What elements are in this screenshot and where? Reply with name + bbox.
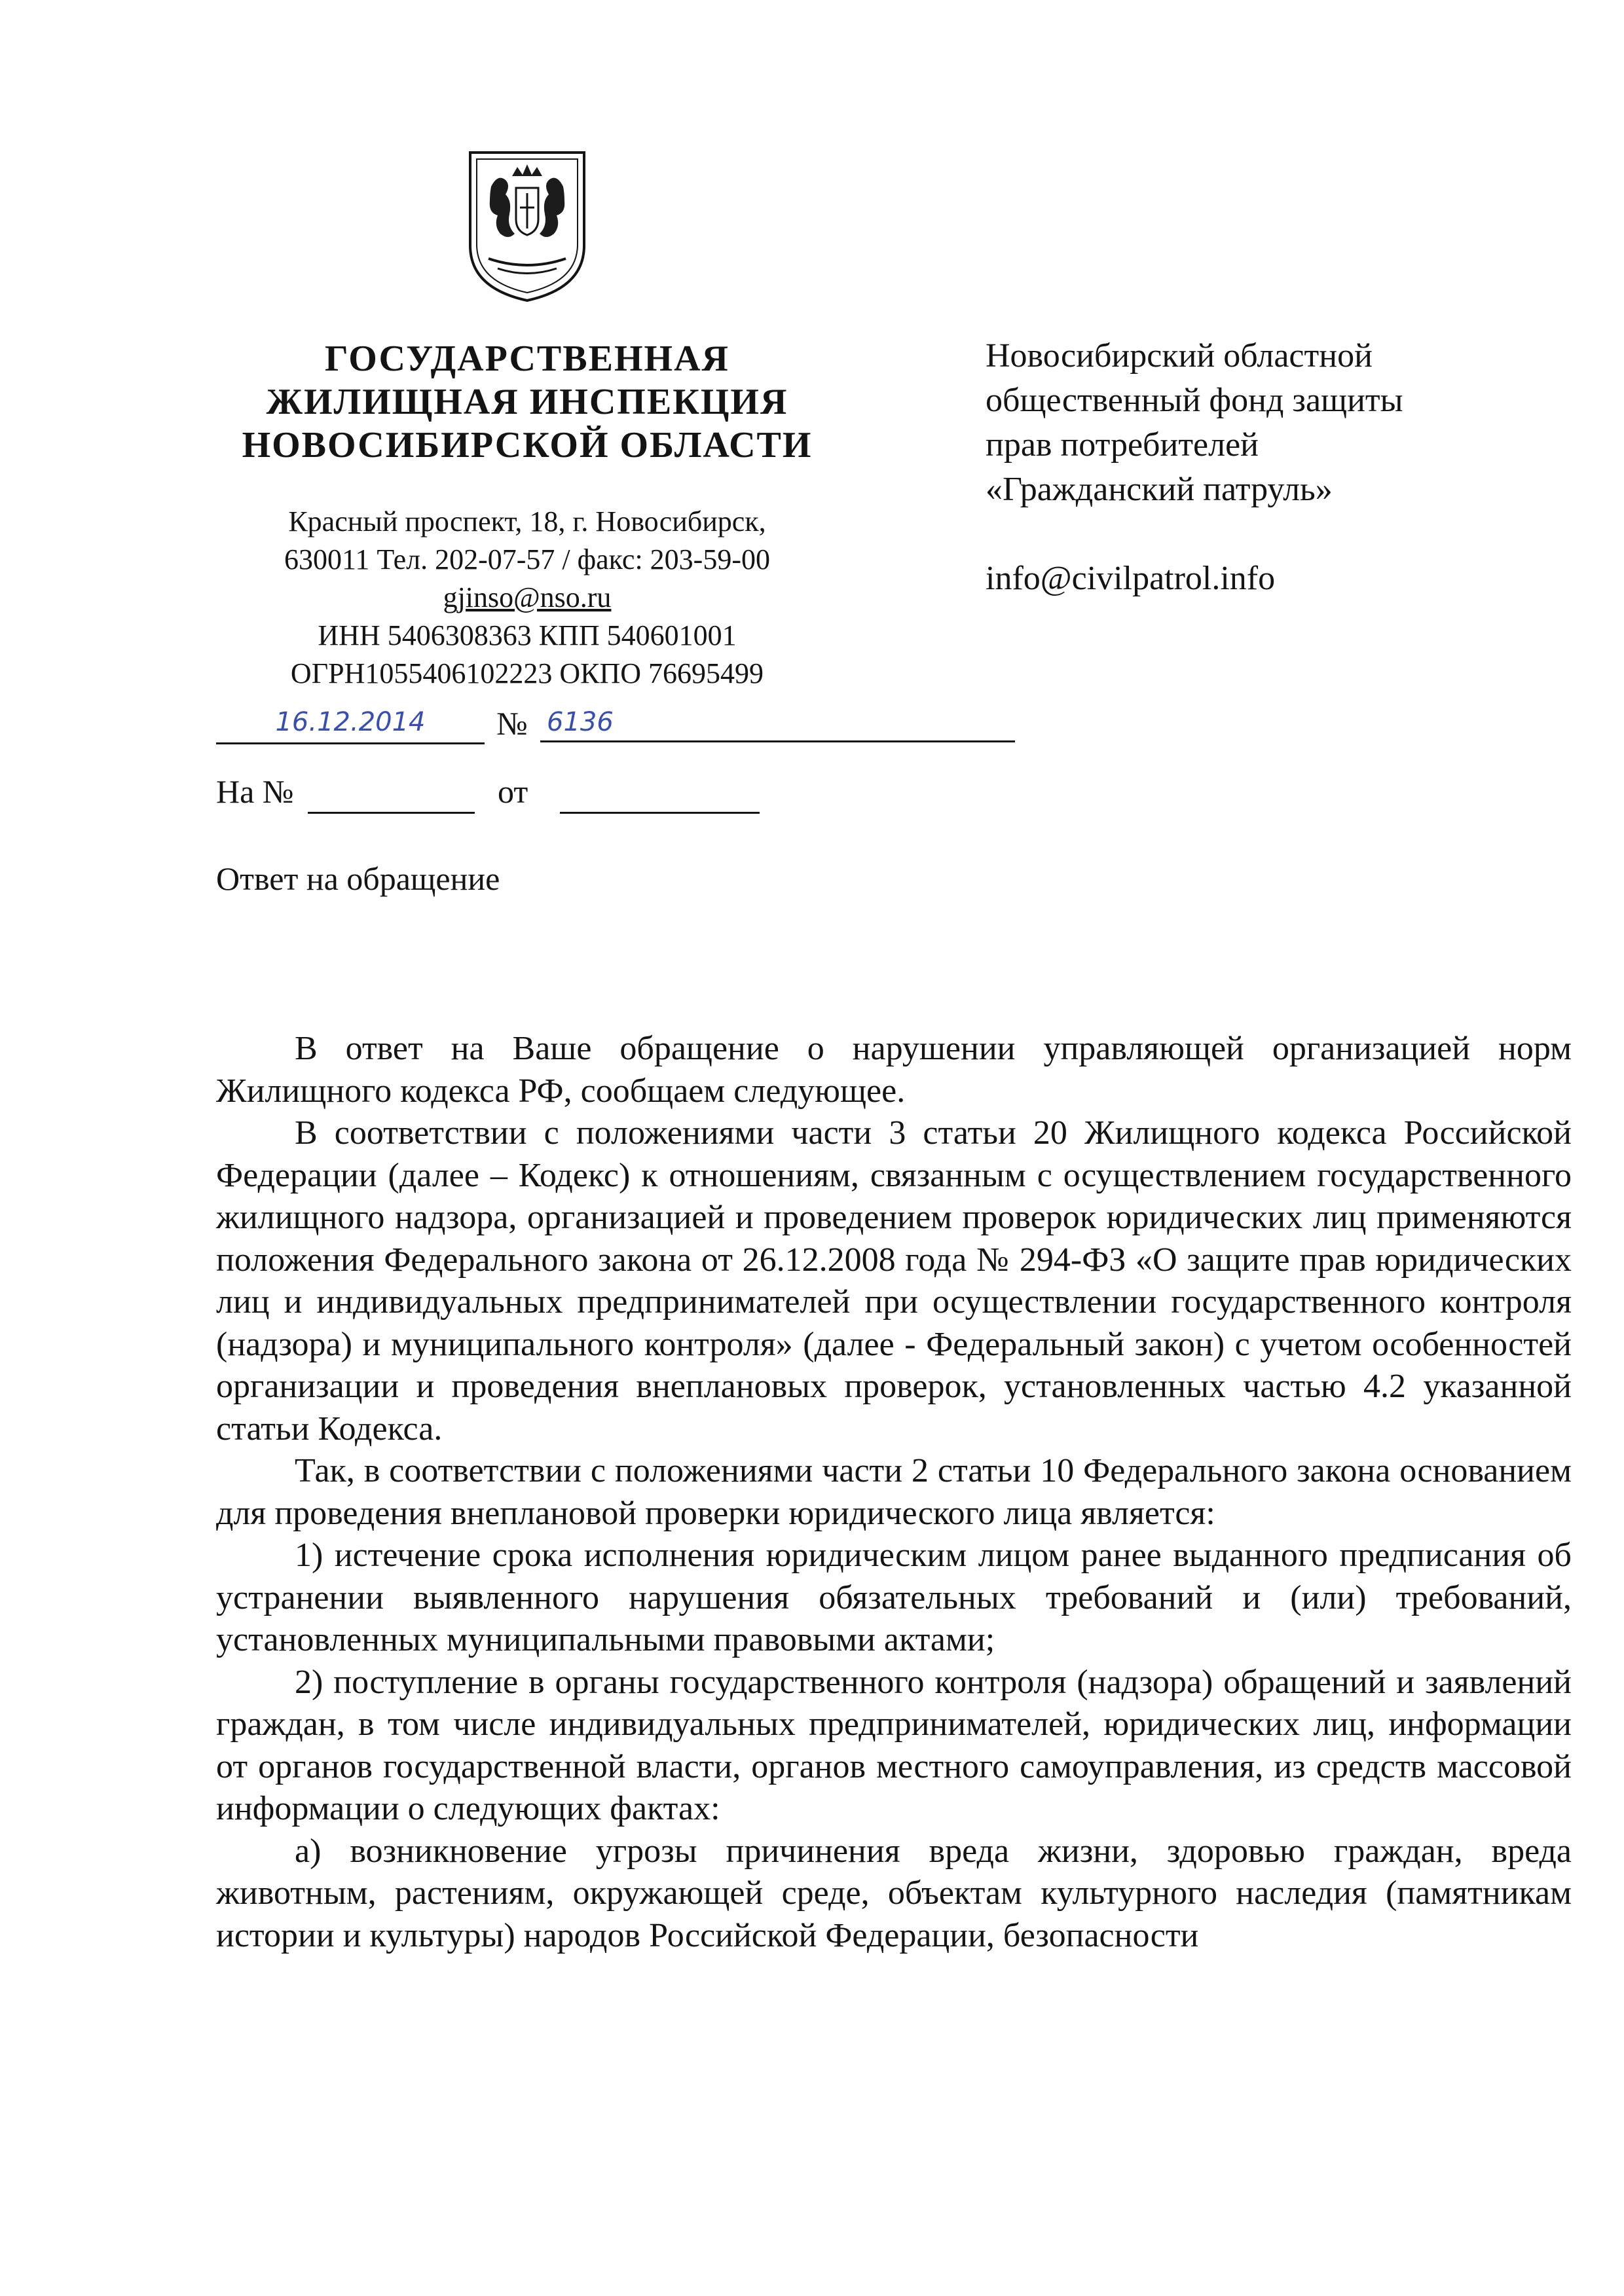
outgoing-date-handwritten: 16.12.2014 xyxy=(216,702,485,744)
outgoing-number-label: № xyxy=(496,705,528,742)
body-paragraph: 1) истечение срока исполнения юридическим лицом ранее выданного предписания об устранении выявленного нарушения обязательных требований и (или) требований, установленных муниципальными правовыми актами; xyxy=(216,1537,1572,1658)
reply-number-label: На № xyxy=(216,773,294,810)
reply-number-blank xyxy=(308,773,475,814)
recipient-line: прав потребителей xyxy=(986,426,1259,464)
issuer-phone-fax: 630011 Тел. 202-07-57 / факс: 203-59-00 xyxy=(284,543,770,575)
reply-reference-line xyxy=(216,773,805,818)
outgoing-number-handwritten: 6136 xyxy=(540,702,1015,742)
novosibirsk-coat-of-arms-icon xyxy=(465,147,589,304)
recipient-line: «Гражданский патруль» xyxy=(986,471,1333,508)
body-paragraph: В ответ на Ваше обращение о нарушении управляющей организацией норм Жилищного кодекса РФ, сообщаем следующее. xyxy=(216,1030,1572,1110)
recipient-block xyxy=(986,334,1575,601)
issuer-address: Красный проспект, 18, г. Новосибирск, xyxy=(288,505,766,538)
recipient-line: Новосибирский областной xyxy=(986,337,1373,374)
issuer-ogrn-okpo: ОГРН1055406102223 ОКПО 76695499 xyxy=(290,657,764,689)
body-paragraph: В соответствии с положениями части 3 статьи 20 Жилищного кодекса Российской Федерации (далее – Кодекс) к отношениям, связанным с осуществлением государственного жилищного надзора, организацией и проведением проверок юридических лиц применяются положения Федерального закона от 26.12.2008 года № 294-ФЗ «О защите прав юридических лиц и индивидуальных предпринимателей при осуществлении государственного контроля (надзора) и муниципального контроля» (далее - Федеральный закон) с учетом особенностей организации и проведения внеплановых проверок, установленных частью 4.2 указанной статьи Кодекса. xyxy=(216,1114,1572,1448)
outgoing-number-line xyxy=(216,702,805,748)
recipient-email: info@civilpatrol.info xyxy=(986,560,1276,597)
body-paragraph: 2) поступление в органы государственного контроля (надзора) обращений и заявлений граждан, в том числе индивидуальных предпринимателей, юридических лиц, информации от органов государственной власти, органов местного самоуправления, из средств массовой информации о следующих фактах: xyxy=(216,1663,1572,1827)
issuer-name-line: НОВОСИБИРСКОЙ ОБЛАСТИ xyxy=(242,425,813,465)
letter-subject: Ответ на обращение xyxy=(216,860,500,897)
body-paragraph: а) возникновение угрозы причинения вреда жизни, здоровью граждан, вреда животным, растениям, окружающей среде, объектам культурного наследия (памятникам истории и культуры) народов Российской Федерации, безопасности xyxy=(216,1832,1572,1954)
issuer-name xyxy=(216,337,838,467)
body-paragraph: Так, в соответствии с положениями части 2 статьи 10 Федерального закона основанием для проведения внеплановой проверки юридического лица является: xyxy=(216,1452,1572,1532)
letter-body xyxy=(216,1028,1572,1957)
issuer-name-line: ГОСУДАРСТВЕННАЯ xyxy=(325,338,729,379)
issuer-details xyxy=(216,503,838,693)
reply-from-label: от xyxy=(498,773,528,810)
reply-date-blank xyxy=(560,773,760,814)
issuer-block xyxy=(216,337,838,693)
issuer-email-link[interactable]: gjinso@nso.ru xyxy=(443,581,612,613)
recipient-line: общественный фонд защиты xyxy=(986,382,1403,419)
issuer-name-line: ЖИЛИЩНАЯ ИНСПЕКЦИЯ xyxy=(266,382,788,422)
issuer-inn-kpp: ИНН 5406308363 КПП 540601001 xyxy=(318,619,737,651)
